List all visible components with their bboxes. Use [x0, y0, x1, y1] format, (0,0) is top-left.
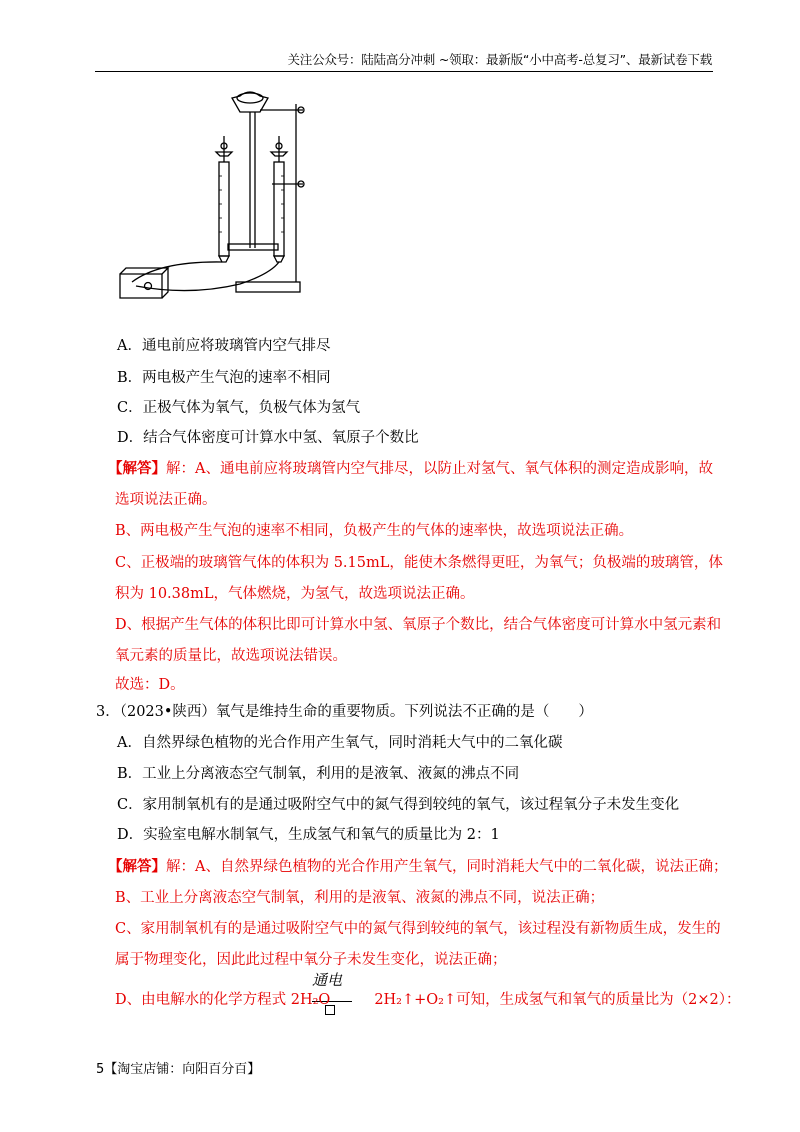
equation-prefix: D、由电解水的化学方程式 2H₂O [115, 992, 331, 1008]
q2-option-a: A．通电前应将玻璃管内空气排尽 [117, 338, 331, 354]
q3-answer-line-1: 【解答】解：A、自然界绿色植物的光合作用产生氧气，同时消耗大气中的二氧化碳，说法正确； [108, 858, 728, 875]
equation-condition: 通电 [312, 971, 343, 989]
q3-answer-line-3: C、家用制氧机有的是通过吸附空气中的氮气得到较纯的氧气，该过程没有新物质生成，发生的 [115, 921, 721, 937]
header-rule [95, 71, 713, 72]
q2-option-d: D．结合气体密度可计算水中氢、氧原子个数比 [117, 430, 419, 446]
page-number: 5 [96, 1062, 105, 1077]
q2-answer-line-1: 【解答】解：A、通电前应将玻璃管内空气排尽，以防止对氢气、氧气体积的测定造成影响，故 [108, 460, 713, 477]
q2-answer-line-6: D、根据产生气体的体积比即可计算水中氢、氧原子个数比，结合气体密度可计算水中氢元素和 [115, 617, 722, 633]
q2-answer-tag: 【解答】 [108, 460, 166, 477]
q3-stem: 3．（2023•陕西）氧气是维持生命的重要物质。下列说法不正确的是（ ） [96, 704, 593, 720]
q3-answer-line-2: B、工业上分离液态空气制氧，利用的是液氧、液氮的沸点不同，说法正确； [115, 890, 605, 906]
q2-answer-line-2: 选项说法正确。 [115, 492, 217, 508]
q3-option-b: B．工业上分离液态空气制氧，利用的是液氧、液氮的沸点不同 [117, 766, 520, 782]
q3-option-c: C．家用制氧机有的是通过吸附空气中的氮气得到较纯的氧气，该过程氧分子未发生变化 [117, 797, 680, 813]
q2-option-b: B．两电极产生气泡的速率不相同 [117, 370, 331, 386]
q2-answer-line-3: B、两电极产生气泡的速率不相同，负极产生的气体的速率快，故选项说法正确。 [115, 523, 634, 539]
q3-option-a: A．自然界绿色植物的光合作用产生氧气，同时消耗大气中的二氧化碳 [117, 735, 563, 751]
wire-right [136, 262, 279, 291]
q2-answer-line-4: C、正极端的玻璃管气体的体积为 5.15mL，能使木条燃得更旺，为氧气；负极端的玻璃管，体 [115, 555, 723, 571]
wire-left [132, 262, 222, 282]
page-header: 关注公众号：陆陆高分冲刺 ~领取：最新版“小中高考-总复习”、最新试卷下载 [287, 52, 712, 67]
q3-answer-equation-line [115, 990, 741, 1010]
q2-answer-line-8: 故选：D。 [115, 677, 185, 693]
page-footer [96, 1058, 260, 1077]
power-supply [120, 274, 162, 298]
q3-option-d: D．实验室电解水制氧气，生成氢气和氧气的质量比为 2：1 [117, 827, 500, 843]
q2-answer-line-7: 氧元素的质量比，故选项说法错误。 [115, 648, 347, 664]
stand-base [236, 282, 300, 292]
footer-text: 【淘宝店铺：向阳百分百】 [104, 1062, 261, 1077]
q3-answer-tag: 【解答】 [108, 858, 166, 875]
q2-answer-line-5: 积为 10.38mL，气体燃烧，为氢气，故选项说法正确。 [115, 586, 475, 602]
q3-answer-line-4: 属于物理变化，因此此过程中氧分子未发生变化，说法正确； [115, 952, 507, 968]
q2-option-c: C．正极气体为氧气，负极气体为氢气 [117, 400, 361, 416]
equation-suffix: 2H₂↑+O₂↑可知，生成氢气和氧气的质量比为（2×2）： [374, 992, 741, 1008]
funnel-reservoir [232, 92, 268, 112]
electrolysis-apparatus-figure [100, 86, 330, 304]
